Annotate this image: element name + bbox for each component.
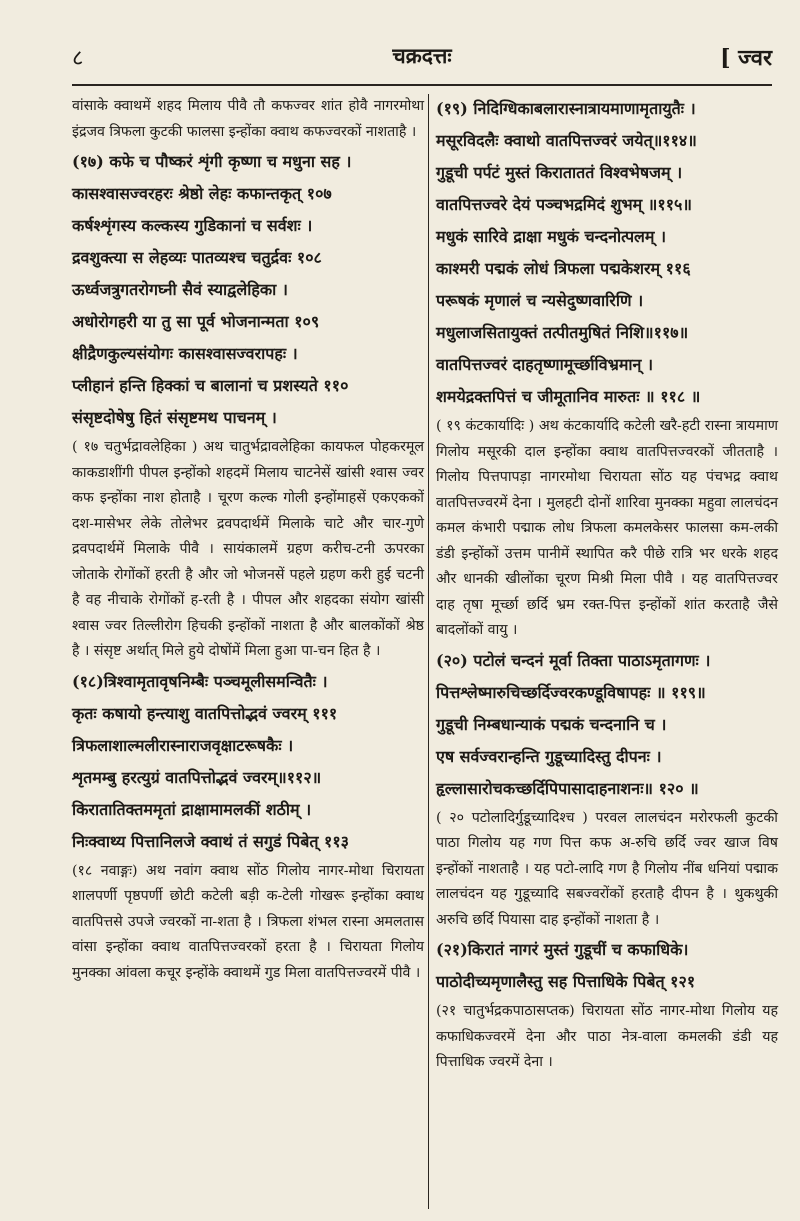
commentary-paragraph: (२१ चातुर्भद्रकपाठासप्तक) चिरायता सोंठ नागर-मोथा गिलोय यह कफाधिकज्वरमें देना और पाठा नेत्र-वाला कमलकी डंडी यह पित्ताधिक ज्वरमें देना । <box>436 1003 778 1070</box>
verse-line: वातपित्तज्वरे देयं पञ्चभद्रमिदं शुभम् ॥११५॥ <box>436 195 692 214</box>
verse-line: शृतमम्बु हरत्युग्रं वातपित्तोद्भवं ज्वरम्॥११२॥ <box>72 767 322 787</box>
verse-line: क्षीद्रैणकुल्यसंयोगः कासश्वासज्वरापहः । <box>72 344 298 363</box>
verse-line: परूषकं मृणालं च न्यसेदुष्णवारिणि । <box>436 291 644 310</box>
verse-line: मधुलाजसितायुक्तं तत्पीतमुषितं निशि॥११७॥ <box>436 323 689 342</box>
verse-line: वातपित्तज्वरं दाहतृष्णामूर्च्छाविभ्रमान् । <box>436 355 654 374</box>
commentary-paragraph: ( १७ चतुर्भद्रावलेहिका ) अथ चातुर्भद्रावलेहिका कायफल पोहकरमूल काकडाशींगी पीपल इन्होंको शहदमें मिलाय चाटनेसें खांसी श्वास ज्वर कफ इन्होंका नाश होताहै । चूरण कल्क गोली इन्होंमाहसें एकएककों दश-मासेभर लेके तोलेभर द्रवपदार्थमें मिलाके चाटे और चार-गुणे द्रवपदार्थमें मिलाके पीवै । सायंकालमें ग्रहण करीच-टनी ऊपरका जोताके रोगोंकों हरती है और जो भोजनसें पहले ग्रहण करी हुई चटनी है वह नीचाके रोगोंकों ह-रती है । पीपल और शहदका संयोग खांसी श्वास ज्वर तिल्लीरोग हिचकी इन्होंकों नाशता है और बालकोंकों श्रेष्ठ है । संसृष्ट अर्थात् मिले हुये दोषोंमें मिला हुआ पा-चन हित है । <box>72 439 424 659</box>
page-header <box>72 36 772 76</box>
verse-line: मधुकं सारिवे द्राक्षा मधुकं चन्दनोत्पलम् । <box>436 227 667 246</box>
verse-line: पित्तश्लेष्मारुचिच्छर्दिज्वरकण्डूविषापहः ॥ ११९॥ <box>436 682 706 702</box>
commentary-paragraph: ( १९ कंटकार्यादिः ) अथ कंटकार्यादि कटेली खरै-हटी रास्ना त्रायमाण गिलोय मसूरकी दाल इन्होंका क्वाथ वातपित्तज्वरकों जीतताहै । गिलोय पित्तपापड़ा नागरमोथा चिरायता सोंठ यह पंचभद्र क्वाथ वातपित्तज्वरमें देना । मुलहटी दोनों शारिवा मुनक्का महुवा लालचंदन कमल कंभारी पद्माक लोध त्रिफला कमलकेसर फालसा कम-लकी डंडी इन्होंकों उत्तम पानीमें स्थापित करै पीछे रात्रि भर धरके शहद और धानकी खीलोंका चूरण मिश्री मिला पीवै । यह वातपित्तज्वर दाह तृषा मूर्च्छा छर्दि भ्रम रक्त-पित्त इन्होंकों शांत करताहै जैसे बादलोंकों वायु । <box>436 418 778 638</box>
verse-line: द्रवशुक्त्या स लेहव्यः पातव्यश्च चतुर्द्रवः १०८ <box>72 248 322 267</box>
verse-line: संसृष्टदोषेषु हितं संसृष्टमथ पाचनम् । <box>72 408 277 427</box>
verse-line: (१७) कफे च पौष्करं शृंगी कृष्णा च मधुना सह । <box>72 152 352 171</box>
verse-line: ऊर्ध्वजत्रुगतरोगघ्नी सैवं स्याद्वलेहिका । <box>72 280 288 299</box>
verse-line: पाठोदीच्यमृणालैस्तु सह पित्ताधिके पिबेत् १२१ <box>436 972 696 991</box>
column-divider <box>428 94 429 1209</box>
running-title: चक्रदत्तः <box>392 43 452 68</box>
verse-line: कासश्वासज्वरहरः श्रेष्ठो लेहः कफान्तकृत् १०७ <box>72 184 332 203</box>
verse-line: त्रिफलाशाल्मलीरास्नाराजवृक्षाटरूषकैः । <box>72 735 294 755</box>
verse-line: (१९) निदिग्धिकाबलारास्नात्रायमाणामृतायुतैः । <box>436 99 696 118</box>
left-column <box>72 94 424 988</box>
verse-line: (२१)किरातं नागरं मुस्तं गुडूचीं च कफाधिके। <box>436 940 689 959</box>
commentary-paragraph: ( २० पटोलादिर्गुडूच्यादिश्च ) परवल लालचंदन मरोरफली कुटकी पाठा गिलोय यह गण पित्त कफ अ-रुचि छर्दि ज्वर खाज विष इन्होंकों नाशताहै । यह पटो-लादि गण है गिलोय नींब धनियां पद्माक लालचंदन यह गुडूच्यादि सबज्वरोंकों हरताहै दीपन है । थुकथुकी अरुचि छर्दि पियासा दाह इन्होंकों नाशता है । <box>436 809 778 928</box>
verse-line: किरातातिक्तममृतां द्राक्षामामलकीं शठीम् । <box>72 799 312 819</box>
right-column <box>436 94 778 1078</box>
verse-line: गुडूची निम्बधान्याकं पद्मकं चन्दनानि च । <box>436 714 667 734</box>
header-rule <box>72 84 772 86</box>
section-mark: [ ज्वर <box>720 45 772 71</box>
verse-line: मसूरविदलैः क्वाथो वातपित्तज्वरं जयेत्॥११४॥ <box>436 131 697 150</box>
verse-line: गुडूची पर्पटं मुस्तं किराताततं विश्वभेषजम् । <box>436 163 683 182</box>
commentary-paragraph: वांसाके क्वाथमें शहद मिलाय पीवै तौ कफज्वर शांत होवै नागरमोथा इंद्रजव त्रिफला कुटकी फालसा इन्होंका क्वाथ कफज्वरकों नाशताहै । <box>72 98 424 140</box>
commentary-paragraph: (१८ नवाङ्गः) अथ नवांग क्वाथ सोंठ गिलोय नागर-मोथा चिरायता शालपर्णी पृष्ठपर्णी छोटी कटेली बड़ी क-टेली गोखरू इन्होंका क्वाथ वातपित्तसे उपजे ज्वरकों ना-शता है । त्रिफला शंभल रास्ना अमलतास वांसा इन्होंका क्वाथ वातपित्तज्वरकों हरता है । चिरायता गिलोय मुनक्का आंवला कचूर इन्होंके क्वाथमें गुड मिला वातपित्तज्वरमें पीवै । <box>72 862 424 981</box>
verse-line: अधोरोगहरी या तु सा पूर्व भोजनान्मता १०९ <box>72 312 320 331</box>
verse-line: निःक्वाथ्य पित्तानिलजे क्वाथं तं सगुडं पिबेत् ११३ <box>72 831 350 851</box>
verse-line: कर्षश्शृंगस्य कल्कस्य गुडिकानां च सर्वशः । <box>72 216 313 235</box>
verse-line: प्लीहानं हन्ति हिक्कां च बालानां च प्रशस्यते ११० <box>72 376 349 395</box>
verse-line: एष सर्वज्वरान्हन्ति गुडूच्यादिस्तु दीपनः । <box>436 746 662 766</box>
verse-line: काश्मरी पद्मकं लोधं त्रिफला पद्मकेशरम् ११६ <box>436 259 691 278</box>
verse-line: (१८)त्रिश्वामृतावृषनिम्बैः पञ्चमूलीसमन्वितैः । <box>72 671 328 691</box>
verse-line: कृतः कषायो हन्त्याशु वातपित्तोद्भवं ज्वरम् १११ <box>72 703 338 723</box>
verse-line: (२०) पटोलं चन्दनं मूर्वा तिक्ता पाठाऽमृतागणः । <box>436 650 711 670</box>
page-number: ८ <box>72 46 84 71</box>
verse-line: हृल्लासारोचकच्छर्दिपिपासादाहनाशनः॥ १२० ॥ <box>436 778 699 798</box>
verse-line: शमयेद्रक्तपित्तं च जीमूतानिव मारुतः ॥ ११८ ॥ <box>436 387 701 406</box>
